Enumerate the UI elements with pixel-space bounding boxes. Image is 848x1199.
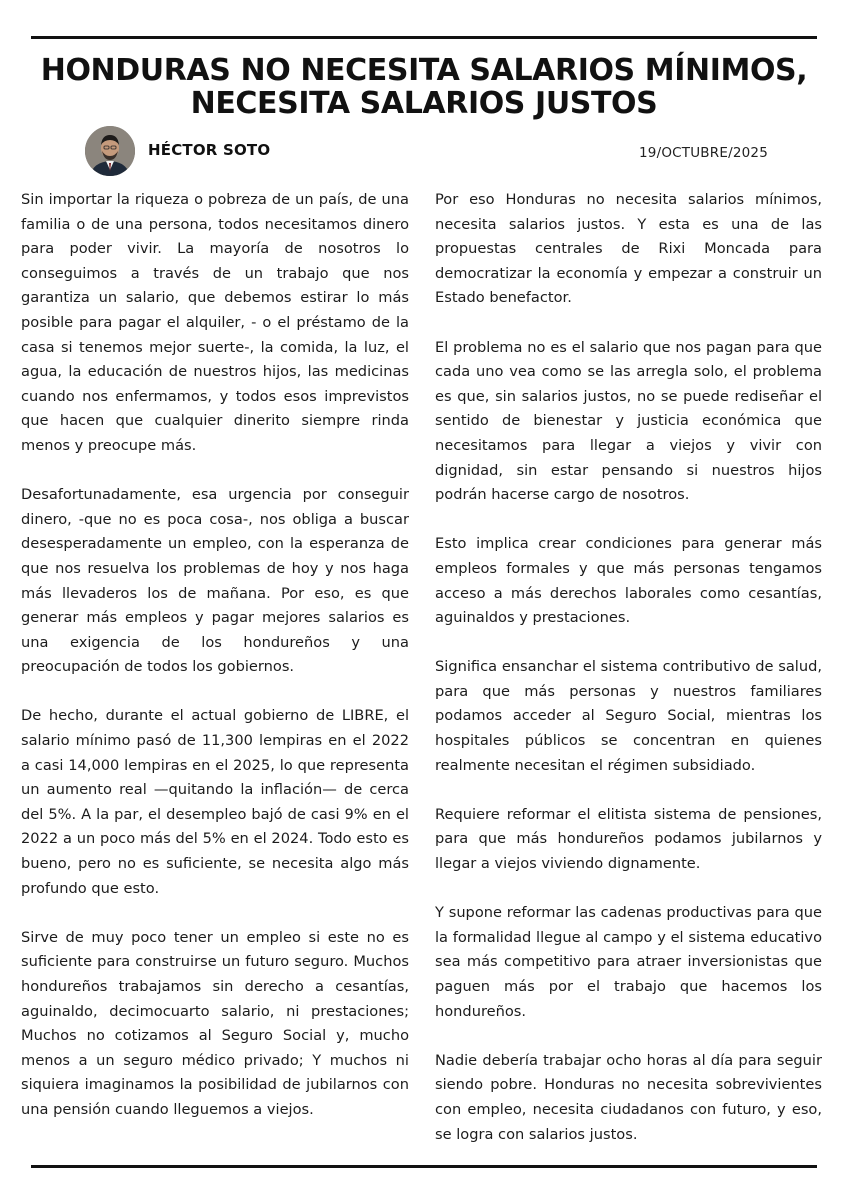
paragraph: El problema no es el salario que nos pagan para que cada uno vea como se las arregla solo, el problema es que, sin salarios justos, no se puede rediseñar el sentido de bienestar y justicia económica que necesitamos para llegar a viejos y vivir con dignidad, sin estar pensando si nuestros hijos podrán hacerse cargo de nosotros. [435,338,822,504]
paragraph: Por eso Honduras no necesita salarios mínimos, necesita salarios justos. Y esta es una de las propuestas centrales de Rixi Moncada para democratizar la economía y empezar a construir un Estado benefactor. [435,191,822,307]
paragraph: Esto implica crear condiciones para generar más empleos formales y que más personas tengamos acceso a más derechos laborales como cesantías, aguinaldos y prestaciones. [435,535,822,627]
paragraph: Sirve de muy poco tener un empleo si este no es suficiente para construirse un futuro seguro. Muchos hondureños trabajamos sin derecho a cesantías, aguinaldo, decimocuarto salario, ni prestaciones; Muchos no cotizamos al Seguro Social y, mucho menos a un seguro médico privado; Y muchos ni siquiera imaginamos la posibilidad de jubilarnos con una pensión cuando lleguemos a viejos. [21,928,409,1118]
right-column [435,188,822,1172]
paragraph: Nadie debería trabajar ocho horas al día para seguir siendo pobre. Honduras no necesita sobrevivientes con empleo, necesita ciudadanos con futuro, y eso, se logra con salarios justos. [435,1051,822,1143]
paragraph: Y supone reformar las cadenas productivas para que la formalidad llegue al campo y el sistema educativo sea más competitivo para atraer inversionistas que paguen más por el trabajo que hacemos los hondureños. [435,904,822,1020]
top-divider [31,36,817,39]
author-portrait-icon [85,126,135,176]
paragraph: Requiere reformar el elitista sistema de pensiones, para que más hondureños podamos jubilarnos y llegar a viejos viviendo dignamente. [435,805,822,873]
bottom-divider [31,1165,817,1168]
publication-date: 19/OCTUBRE/2025 [639,145,768,161]
article-title [20,54,828,120]
author-name: HÉCTOR SOTO [148,141,271,159]
title-line-1: HONDURAS NO NECESITA SALARIOS MÍNIMOS, [40,53,808,88]
left-column [21,188,409,1147]
paragraph: Significa ensanchar el sistema contributivo de salud, para que más personas y nuestros familiares podamos acceder al Seguro Social, mientras los hospitales públicos se concentran en quienes realmente necesitan el régimen subsidiado. [435,658,822,774]
title-line-2: NECESITA SALARIOS JUSTOS [190,86,658,121]
paragraph: Sin importar la riqueza o pobreza de un país, de una familia o de una persona, todos necesitamos dinero para poder vivir. La mayoría de nosotros lo conseguimos a través de un trabajo que nos garantiza un salario, que debemos estirar lo más posible para pagar el alquiler, - o el préstamo de la casa si tenemos mejor suerte-, la comida, la luz, el agua, la educación de nuestros hijos, las medicinas cuando nos enfermamos, y todos esos imprevistos que hacen que cualquier dinerito siempre rinda menos y preocupe más. [21,191,409,454]
paragraph: De hecho, durante el actual gobierno de LIBRE, el salario mínimo pasó de 11,300 lempiras en el 2022 a casi 14,000 lempiras en el 2025, lo que representa un aumento real —quitando la inflación— de cerca del 5%. A la par, el desempleo bajó de casi 9% en el 2022 a un poco más del 5% en el 2024. Todo esto es bueno, pero no es suficiente, se necesita algo más profundo que esto. [21,707,409,897]
paragraph: Desafortunadamente, esa urgencia por conseguir dinero, -que no es poca cosa-, nos obliga a buscar desesperadamente un empleo, con la esperanza de que nos resuelva los problemas de hoy y nos haga más llevaderos los de mañana. Por eso, es que generar más empleos y pagar mejores salarios es una exigencia de los hondureños y una preocupación de todos los gobiernos. [21,486,409,676]
